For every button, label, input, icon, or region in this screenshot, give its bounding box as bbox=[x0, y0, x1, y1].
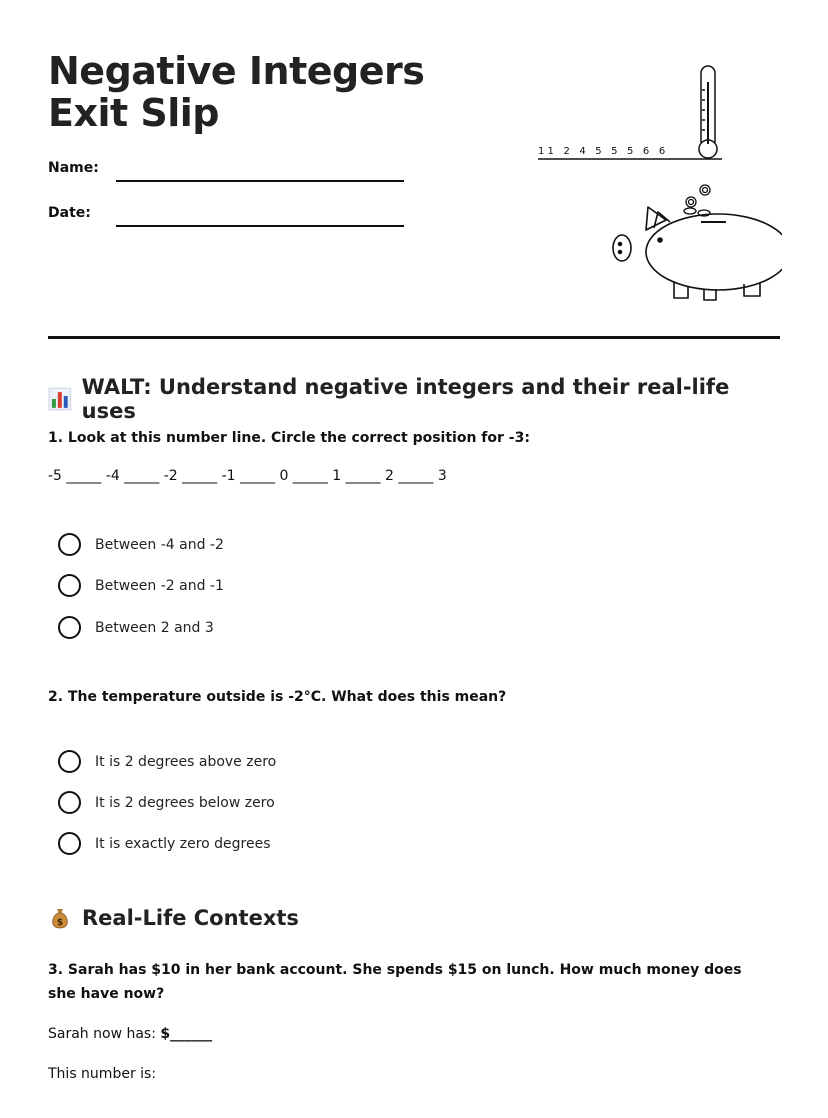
q1-option-2[interactable] bbox=[58, 574, 224, 597]
date-label: Date: bbox=[48, 205, 91, 221]
real-life-heading bbox=[48, 906, 299, 930]
svg-text:$: $ bbox=[56, 918, 64, 928]
header-illustration-svg bbox=[536, 60, 782, 310]
walt-heading-text: WALT: Understand negative integers and their real-life uses bbox=[81, 375, 730, 423]
date-field[interactable] bbox=[116, 225, 404, 227]
section-divider bbox=[48, 336, 780, 339]
option-label: Between 2 and 3 bbox=[95, 619, 214, 636]
radio-button[interactable] bbox=[58, 616, 81, 639]
option-label: Between -4 and -2 bbox=[95, 536, 224, 553]
walt-heading bbox=[48, 375, 780, 423]
name-label: Name: bbox=[48, 160, 99, 176]
bar-chart-icon bbox=[48, 387, 72, 411]
q1-option-3[interactable] bbox=[58, 616, 214, 639]
answer-prefix: Sarah now has: bbox=[48, 1026, 161, 1042]
question-2: 2. The temperature outside is -2°C. What does this mean? bbox=[48, 689, 507, 705]
q2-option-2[interactable] bbox=[58, 791, 275, 814]
answer-blank[interactable]: $______ bbox=[160, 1026, 213, 1042]
question-3: 3. Sarah has $10 in her bank account. She spends $15 on lunch. How much money does she have now? bbox=[48, 962, 742, 1002]
option-label: It is 2 degrees above zero bbox=[95, 753, 277, 770]
radio-button[interactable] bbox=[58, 533, 81, 556]
radio-button[interactable] bbox=[58, 574, 81, 597]
coins-icon bbox=[684, 185, 710, 216]
option-label: Between -2 and -1 bbox=[95, 577, 224, 594]
option-label: It is exactly zero degrees bbox=[95, 835, 271, 852]
followup-prompt: This number is: bbox=[48, 1066, 157, 1082]
radio-button[interactable] bbox=[58, 791, 81, 814]
radio-button[interactable] bbox=[58, 750, 81, 773]
piggy-bank-icon bbox=[613, 207, 782, 300]
exit-slip-page bbox=[48, 0, 780, 1118]
real-life-heading-text: Real-Life Contexts bbox=[82, 906, 299, 930]
page-title: Negative Integers Exit Slip bbox=[48, 49, 425, 135]
radio-button[interactable] bbox=[58, 832, 81, 855]
name-field[interactable] bbox=[116, 180, 404, 182]
q2-option-3[interactable] bbox=[58, 832, 271, 855]
header-illustration bbox=[536, 60, 782, 310]
number-line: -5 _____ -4 _____ -2 _____ -1 _____ 0 _____ 1 _____ 2 _____ 3 bbox=[48, 468, 447, 484]
thermometer-icon bbox=[699, 66, 717, 158]
answer-line bbox=[48, 1026, 212, 1042]
question-1: 1. Look at this number line. Circle the correct position for -3: bbox=[48, 430, 530, 446]
q1-option-1[interactable] bbox=[58, 533, 224, 556]
q2-option-1[interactable] bbox=[58, 750, 276, 773]
scale-label: 1 1 2 4 5 5 5 6 6 bbox=[538, 146, 666, 157]
option-label: It is 2 degrees below zero bbox=[95, 794, 275, 811]
money-bag-icon bbox=[48, 906, 72, 930]
